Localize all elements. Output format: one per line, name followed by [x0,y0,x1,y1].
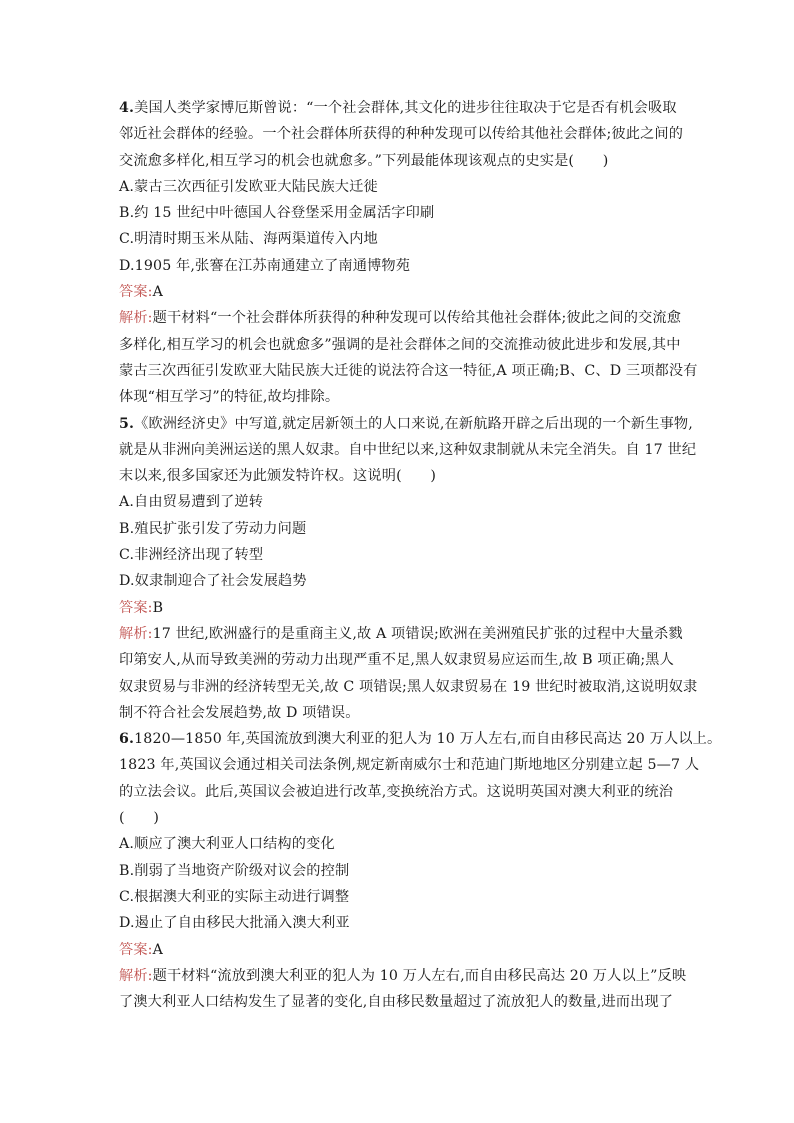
question-stem-line: 邻近社会群体的经验。一个社会群体所获得的种种发现可以传给其他社会群体;彼此之间的 [119,126,684,143]
option-d: D.奴隶制迎合了社会发展趋势 [119,573,307,590]
question-stem-line: 就是从非洲向美洲运送的黑人奴隶。自中世纪以来,这种奴隶制就从未完全消失。自 17 世纪 [119,441,697,458]
document-page [119,95,722,1015]
analysis-line: 了澳大利亚人口结构发生了显著的变化,自由移民数量超过了流放犯人的数量,进而出现了 [119,994,674,1011]
question-5 [119,411,698,727]
question-number: 4. [119,100,135,116]
option-a: A.蒙古三次西征引发欧亚大陆民族大迁徙 [119,178,378,195]
analysis-line: 制不符合社会发展趋势,故 D 项错误。 [119,704,360,721]
question-stem-line: 6.1820—1850 年,英国流放到澳大利亚的犯人为 10 万人左右,而自由移民高达 20 万人以上。 [119,731,722,748]
answer-label: 答案: [119,284,153,301]
option-c: C.根据澳大利亚的实际主动进行调整 [119,888,350,905]
question-stem-line: 的立法会议。此后,英国议会被迫进行改革,变换统治方式。这说明英国对澳大利亚的统治 [119,783,674,800]
analysis-line: 蒙古三次西征引发欧亚大陆民族大迁徙的说法符合这一特征,A 项正确;B、C、D 三项都没有 [119,362,698,379]
analysis-line: 体现“相互学习”的特征,故均排除。 [119,389,340,406]
option-b: B.约 15 世纪中叶德国人谷登堡采用金属活字印刷 [119,205,435,222]
question-number: 5. [119,415,135,432]
analysis-label: 解析: [119,967,153,984]
analysis-line: 奴隶贸易与非洲的经济转型无关,故 C 项错误;黑人奴隶贸易在 19 世纪时被取消,这说明奴隶 [119,678,698,695]
analysis-label: 解析: [119,625,153,642]
option-d: D.遏止了自由移民大批涌入澳大利亚 [119,915,350,932]
answer-value: A [152,941,164,958]
question-stem-line: ( ) [119,810,160,827]
analysis-line: 解析:题干材料“流放到澳大利亚的犯人为 10 万人左右,而自由移民高达 20 万人以上”反映 [119,967,687,984]
option-b: B.削弱了当地资产阶级对议会的控制 [119,862,350,879]
question-stem-line: 4.美国人类学家博厄斯曾说：“一个社会群体,其文化的进步往往取决于它是否有机会吸取 [119,100,677,116]
analysis-line: 解析:17 世纪,欧洲盛行的是重商主义,故 A 项错误;欧洲在美洲殖民扩张的过程中大量杀戮 [119,625,683,642]
answer-line [119,937,679,963]
option-a: A.顺应了澳大利亚人口结构的变化 [119,836,335,853]
option-c: C.明清时期玉米从陆、海两渠道传入内地 [119,231,378,248]
analysis-line: 多样化,相互学习的机会也就愈多”强调的是社会群体之间的交流推动彼此进步和发展,其中 [119,336,681,353]
analysis-line: 印第安人,从而导致美洲的劳动力出现严重不足,黑人奴隶贸易应运而生,故 B 项正确;黑人 [119,652,674,669]
question-4 [119,95,698,411]
answer-line [119,279,679,305]
question-stem-line: 5.《欧洲经济史》中写道,就定居新领土的人口来说,在新航路开辟之后出现的一个新生事物, [119,415,693,432]
answer-label: 答案: [119,941,153,958]
option-c: C.非洲经济出现了转型 [119,547,264,564]
answer-value: B [152,599,164,616]
question-stem-line: 1823 年,英国议会通过相关司法条例,规定新南威尔士和范迪门斯地地区分别建立起 5—7 人 [119,757,700,774]
option-d: D.1905 年,张謇在江苏南通建立了南通博物苑 [119,257,411,274]
question-6 [119,726,722,1015]
analysis-line: 解析:题干材料“一个社会群体所获得的种种发现可以传给其他社会群体;彼此之间的交流愈 [119,310,682,327]
answer-value: A [152,284,164,301]
answer-line [119,595,679,621]
option-a: A.自由贸易遭到了逆转 [119,494,264,511]
analysis-label: 解析: [119,310,153,327]
answer-label: 答案: [119,599,153,616]
question-stem-line: 末以来,很多国家还为此颁发特许权。这说明( ) [119,468,437,485]
question-number: 6. [119,731,135,748]
question-stem-line: 交流愈多样化,相互学习的机会也就愈多。”下列最能体现该观点的史实是( ) [119,152,609,169]
option-b: B.殖民扩张引发了劳动力问题 [119,520,307,537]
